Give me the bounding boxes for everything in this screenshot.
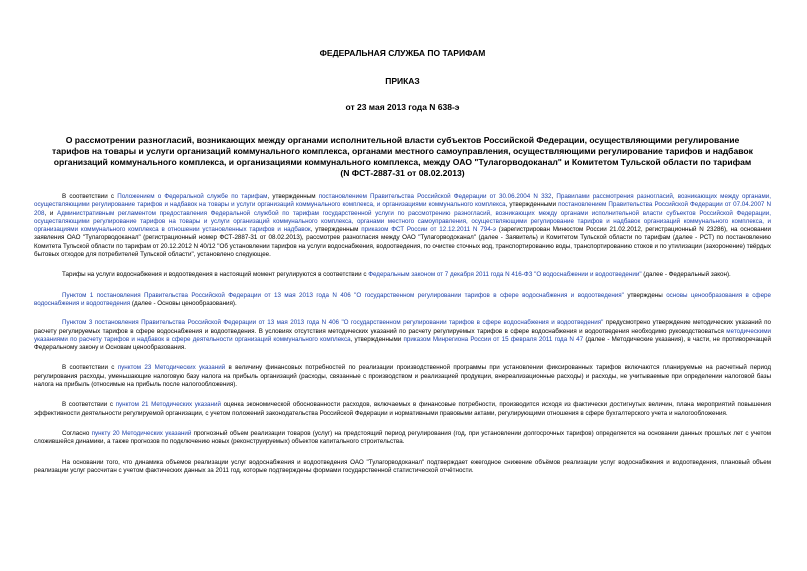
title-line: (N ФСТ-2887-31 от 08.02.2013) [340,168,465,178]
title-line: тарифов на товары и услуги организаций коммунального комплекса, органами местного самоуправления, осуществляющими регулирование тарифов и надбавок [52,146,753,156]
document-link[interactable]: приказом Минрегиона России от 15 февраля 2011 года N 47 [403,335,584,343]
title-line: О рассмотрении разногласий, возникающих между органами исполнительной власти субъектов Российской Федерации, осуществляющими регулирование [65,135,740,145]
paragraph [34,292,771,309]
paragraph [34,459,771,476]
document-date-number: от 23 мая 2013 года N 638-э [345,102,460,112]
paragraph-text: Тарифы на услуги водоснабжения и водоотведения в настоящий момент регулируются в соответствии с [62,271,369,279]
document-type: ПРИКАЗ [385,76,420,86]
paragraph-text: предусмотрено утверждение методических указаний по расчету регулируемых тарифов в сфере водоснабжения и водоотведения. В условиях отсутствия методических указаний по расчету регулируемых тарифов в сфере водоснабжения и водоотведения необходимо руководствоваться [34,319,771,335]
paragraph-text: Согласно [62,429,92,437]
paragraph-text: , утвержденными [350,335,404,343]
document-link[interactable]: пункту 20 Методических указаний [91,429,192,437]
document-body [34,193,771,475]
document-link[interactable]: пунктом 21 Методических указаний [115,401,221,409]
paragraph [34,193,771,259]
document-link[interactable]: методическими указаниями по расчету тарифов и надбавок в сфере деятельности организаций коммунального комплекса [34,327,771,343]
paragraph [34,430,771,447]
paragraph-text: (далее - Методические указания), в части, не противоречащей Федеральному закону и Основам ценообразования. [34,335,771,352]
paragraph [34,319,771,352]
document-link[interactable]: Правилами рассмотрения разногласий, возникающих между органами, осуществляющими регулирование тарифов и надбавок на товары и услуги организаций коммунального комплекса, и организациями коммунального комплекса [34,193,771,209]
document-link[interactable]: постановлением Правительства Российской Федерации от 07.04.2007 N 208 [34,201,771,217]
document-link[interactable]: основы ценообразования в сфере водоснабжения и водоотведения [34,291,771,307]
paragraph-text: оценка экономической обоснованности расходов, включаемых в финансовые потребности, производится исходя из фактически достигнутых величин, плана мероприятий повышения эффективности деятельности регулируемой организации, с учетом положений законодательства Российской Федерации и нормативными правовыми актами, регулирующими отношения в сфере бухгалтерского учета и налогообложения. [34,401,772,417]
document-link[interactable]: пунктом 23 Методических указаний [117,364,226,372]
document-link[interactable]: Пунктом 3 постановления Правительства Российской Федерации от 13 мая 2013 года N 406 "О государственном регулировании тарифов в сфере водоснабжения и водоотведения" [62,319,604,327]
paragraph-text: утверждены [623,291,667,299]
agency-name: ФЕДЕРАЛЬНАЯ СЛУЖБА ПО ТАРИФАМ [319,48,486,58]
document-link[interactable]: Положением о Федеральной службе по тарифам [117,193,268,200]
paragraph [34,401,771,418]
paragraph-text: , утвержденными [505,201,559,209]
document-link[interactable]: Пунктом 1 постановления Правительства Российской Федерации от 13 мая 2013 года N 406 "О государственном регулировании тарифов в сфере водоснабжения и водоотведения" [62,291,624,299]
document-link[interactable]: Федеральным законом от 7 декабря 2011 года N 416-ФЗ "О водоснабжении и водоотведении" [368,271,642,279]
paragraph-text: В соответствии с [62,193,118,200]
paragraph-text: в величину финансовых потребностей по реализации производственной программы при установлении фиксированных тарифов включаются планируемые на расчетный период регулирования расходы, уменьшающие налоговую базу налога на прибыль организаций (расходы, связанные с производством и реализацией продукции, внереализационные расходы) и расходы, не учитываемые при определении налоговой базы налога на прибыль (относимые на прибыль после налогообложения). [34,364,771,389]
paragraph-text: В соответствии с [62,401,116,409]
paragraph-text: , утвержденным [310,226,362,234]
paragraph-text: В соответствии с [62,364,118,372]
paragraph-text: , утвержденным [267,193,319,200]
paragraph-text: (зарегистрирован Минюстом России 21.02.2012, регистрационный N 23286), на основании заявления ОАО "Тулагорводоканал" (регистрационный номер ФСТ-2887-31 от 08.02.2013), рассмотрев разногласия между ОАО "Тулагорводоканал" (далее - Заявитель) и Комитетом Тульской области по тарифам (далее - РСТ) по постановлению Комитета Тульской области по тарифам от 20.12.2012 N 40/12 "Об установлении тарифов на услуги водоснабжения, водоотведения, по очистке сточных вод, транспортированию воды, транспортированию стоков и по утилизации (захоронение) твёрдых бытовых отходов для потребителей Тульской области", установлено следующее. [34,226,771,259]
document-title [34,135,771,179]
paragraph [34,364,771,389]
paragraph-text: На основании того, что динамика объемов реализации услуг водоснабжения и водоотведения ОАО "Тулагорводоканал" подтверждает ежегодное снижение объёмов реализации услуг водоснабжения и водоотведения, плановый объем реализации услуг рассчитан с учетом фактических данных за 2011 год, которые подтверждены формами государственной статистической отчётности. [34,458,771,474]
paragraph-text: , и [44,209,58,217]
document-link[interactable]: постановлением Правительства Российской Федерации от 30.06.2004 N 332 [318,193,552,200]
paragraph-text: , [551,193,557,200]
title-line: организаций коммунального комплекса, и организациями коммунального комплекса, между ОАО "Тулагорводоканал" и Комитетом Тульской области по тарифам [53,157,752,167]
paragraph-text: прогнозный объем реализации товаров (услуг) на предстоящий период регулирования (год, при установлении долгосрочных тарифов) определяется на основании данных прошлых лет с учетом сложившейся динамики, а также прогнозов по подключению новых (реконструируемых) объектов капитального строительства. [34,429,772,446]
paragraph-text: (далее - Основы ценообразования). [130,299,237,307]
document-link[interactable]: приказом ФСТ России от 12.12.2011 N 794-э [361,226,496,234]
paragraph [34,271,771,279]
paragraph-text: (далее - Федеральный закон). [641,271,731,279]
document-link[interactable]: Административным регламентом предоставления Федеральной службой по тарифам государственной услуги по рассмотрению разногласий, возникающих между органами исполнительной власти субъектов Российской Федерации, осуществляющими регулирование тарифов на товары и услуги организаций коммунального комплекса, органами местного самоуправления, осуществляющими регулирование тарифов и надбавок организаций коммунального комплекса, и организациями коммунального комплекса в отношении установленных тарифов и надбавок [34,209,771,234]
